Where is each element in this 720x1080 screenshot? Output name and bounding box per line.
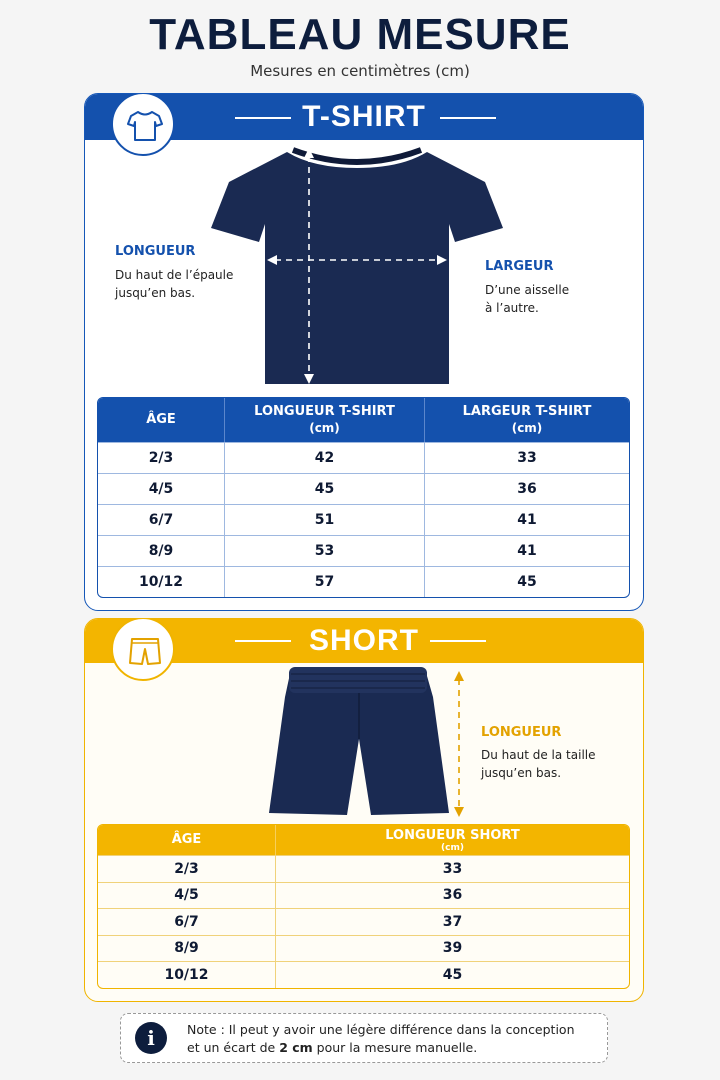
table-row: [98, 473, 629, 504]
tshirt-col-age: ÂGE: [98, 398, 225, 442]
tshirt-length-desc-line1: Du haut de l’épaule: [115, 268, 234, 282]
tshirt-length-desc-line2: jusqu’en bas.: [115, 286, 196, 300]
note-highlight: 2 cm: [279, 1040, 313, 1055]
cell-length: 53: [225, 535, 425, 566]
tshirt-section: [84, 93, 644, 611]
short-length-label: LONGUEUR: [481, 725, 562, 740]
cell-length: 51: [225, 504, 425, 535]
cell-length: 39: [276, 935, 629, 962]
short-length-arrow-top: [454, 671, 464, 681]
cell-length: 33: [276, 855, 629, 882]
shorts-icon: [111, 618, 175, 681]
note-text: [187, 1021, 597, 1057]
cell-width: 33: [425, 442, 629, 473]
cell-age: 8/9: [98, 935, 276, 962]
short-length-desc: [481, 746, 596, 782]
cell-length: 37: [276, 908, 629, 935]
cell-length: 57: [225, 566, 425, 597]
table-row: [98, 442, 629, 473]
cell-width: 41: [425, 535, 629, 566]
cell-age: 10/12: [98, 566, 225, 597]
short-length-arrow-bottom: [454, 807, 464, 817]
cell-age: 6/7: [98, 504, 225, 535]
short-size-table: [97, 824, 630, 989]
short-length-desc-line1: Du haut de la taille: [481, 748, 596, 762]
table-row: [98, 566, 629, 597]
tshirt-table-header-row: [98, 398, 629, 442]
table-row: [98, 908, 629, 935]
cell-age: 6/7: [98, 908, 276, 935]
cell-age: 4/5: [98, 473, 225, 504]
tshirt-width-label: LARGEUR: [485, 259, 554, 274]
note-line2: et un écart de 2 cm pour la mesure manuelle.: [187, 1040, 478, 1055]
tshirt-width-desc-line2: à l’autre.: [485, 301, 539, 315]
short-section-title: SHORT: [309, 624, 419, 657]
note-box: [120, 1013, 608, 1063]
tshirt-col-width: LARGEUR T-SHIRT (cm): [425, 398, 629, 442]
tshirt-section-title: T-SHIRT: [302, 100, 426, 133]
page-title: TABLEAU MESURE: [149, 10, 571, 59]
table-row: [98, 935, 629, 962]
info-icon: i: [135, 1022, 167, 1054]
short-col-age: ÂGE: [98, 825, 276, 855]
cell-age: 8/9: [98, 535, 225, 566]
short-col-length: LONGUEUR SHORT (cm): [276, 825, 629, 855]
cell-width: 36: [425, 473, 629, 504]
page-subtitle: Mesures en centimètres (cm): [250, 62, 470, 80]
cell-age: 4/5: [98, 882, 276, 909]
short-length-arrow: [451, 669, 467, 819]
note-line1: Note : Il peut y avoir une légère différence dans la conception: [187, 1022, 575, 1037]
tshirt-width-desc-line1: D’une aisselle: [485, 283, 570, 297]
short-table-header-row: [98, 825, 629, 855]
tshirt-length-label: LONGUEUR: [115, 244, 196, 259]
tshirt-icon: [111, 93, 175, 156]
tshirt-col-length: LONGUEUR T-SHIRT (cm): [225, 398, 425, 442]
tshirt-illustration: [209, 144, 505, 392]
cell-length: 36: [276, 882, 629, 909]
short-section: [84, 618, 644, 1002]
table-row: [98, 961, 629, 988]
table-row: [98, 504, 629, 535]
band-divider-right: [440, 117, 496, 119]
cell-age: 2/3: [98, 442, 225, 473]
cell-length: 45: [225, 473, 425, 504]
cell-width: 45: [425, 566, 629, 597]
cell-age: 10/12: [98, 961, 276, 988]
short-illustration: [265, 663, 465, 823]
cell-width: 41: [425, 504, 629, 535]
cell-length: 45: [276, 961, 629, 988]
cell-length: 42: [225, 442, 425, 473]
band-divider-right: [430, 640, 486, 642]
cell-age: 2/3: [98, 855, 276, 882]
tshirt-size-table: [97, 397, 630, 598]
table-row: [98, 882, 629, 909]
table-row: [98, 535, 629, 566]
short-length-desc-line2: jusqu’en bas.: [481, 766, 562, 780]
table-row: [98, 855, 629, 882]
